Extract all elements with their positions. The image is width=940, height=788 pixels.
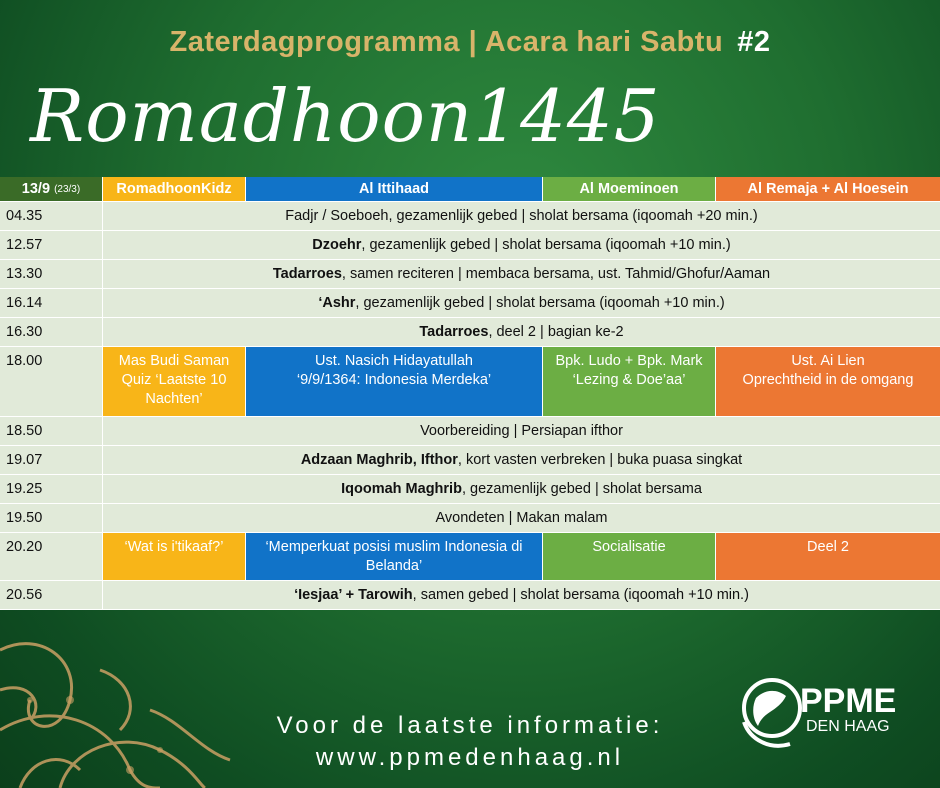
- session-cell: Ust. Nasich Hidayatullah ‘9/9/1364: Indonesia Merdeka’: [246, 347, 543, 417]
- session-cell: Socialisatie: [543, 533, 716, 581]
- activity-name: ‘Iesjaa’ + Tarowih: [294, 587, 413, 603]
- activity-description: , kort vasten verbreken | buka puasa singkat: [457, 452, 743, 468]
- activity-description: Avondeten | Makan malam: [435, 510, 608, 526]
- activity-description: , samen reciteren | membaca bersama, ust. Tahmid/Ghofur/Aaman: [341, 266, 771, 282]
- globe-icon: [736, 668, 806, 758]
- page-title: Romadhoon1445: [30, 74, 661, 158]
- session-cell: Mas Budi Saman Quiz ‘Laatste 10 Nachten’: [103, 347, 246, 417]
- activity-cell: [103, 231, 940, 260]
- activity-name: Tadarroes: [419, 324, 489, 340]
- time-cell: 12.57: [0, 231, 103, 260]
- table-row: [0, 446, 940, 475]
- activity-name: ‘Ashr: [318, 295, 356, 311]
- session-cell: ‘Wat is i'tikaaf?’: [103, 533, 246, 581]
- activity-cell: [103, 260, 940, 289]
- activity-cell: [103, 289, 940, 318]
- column-header-al-remaja: Al Remaja + Al Hoesein: [716, 177, 940, 202]
- activity-cell: [103, 318, 940, 347]
- time-cell: 16.14: [0, 289, 103, 318]
- column-header-al-ittihaad: Al Ittihaad: [246, 177, 543, 202]
- page-subtitle: [0, 26, 940, 59]
- activity-cell: [103, 202, 940, 231]
- date-sub-label: (23/3): [54, 184, 81, 195]
- time-cell: 18.00: [0, 347, 103, 417]
- activity-description: , gezamenlijk gebed | sholat bersama (iqoomah +10 min.): [361, 237, 731, 253]
- time-cell: 13.30: [0, 260, 103, 289]
- activity-cell: [103, 417, 940, 446]
- session-cell: Bpk. Ludo + Bpk. Mark ‘Lezing & Doe’aa’: [543, 347, 716, 417]
- table-row: [0, 533, 940, 581]
- table-row: [0, 504, 940, 533]
- date-label: 13/9: [21, 181, 51, 197]
- activity-description: , deel 2 | bagian ke-2: [488, 324, 624, 340]
- edition-number: #2: [737, 26, 771, 58]
- logo-subname: DEN HAAG: [806, 718, 890, 735]
- activity-name: Tadarroes: [272, 266, 342, 282]
- table-row: [0, 260, 940, 289]
- time-cell: 19.50: [0, 504, 103, 533]
- time-cell: 20.20: [0, 533, 103, 581]
- session-cell: ‘Memperkuat posisi muslim Indonesia di Belanda’: [246, 533, 543, 581]
- gold-ornament-decoration: [0, 610, 260, 788]
- time-cell: 18.50: [0, 417, 103, 446]
- activity-name: Adzaan Maghrib, Ifthor: [300, 452, 458, 468]
- activity-name: Dzoehr: [312, 237, 362, 253]
- activity-description: , gezamenlijk gebed | sholat bersama: [461, 481, 702, 497]
- table-row: [0, 318, 940, 347]
- activity-cell: [103, 581, 940, 610]
- activity-cell: [103, 504, 940, 533]
- table-row: [0, 347, 940, 417]
- date-header: [0, 177, 103, 202]
- activity-description: , samen gebed | sholat bersama (iqoomah +10 min.): [412, 587, 749, 603]
- footer-info-text: Voor de laatste informatie:: [276, 712, 664, 739]
- time-cell: 19.07: [0, 446, 103, 475]
- column-header-al-moeminoen: Al Moeminoen: [543, 177, 716, 202]
- session-cell: Ust. Ai Lien Oprechtheid in de omgang: [716, 347, 940, 417]
- activity-description: Fadjr / Soeboeh, gezamenlijk gebed | sholat bersama (iqoomah +20 min.): [285, 208, 758, 224]
- activity-description: Voorbereiding | Persiapan ifthor: [420, 423, 623, 439]
- activity-cell: [103, 446, 940, 475]
- time-cell: 04.35: [0, 202, 103, 231]
- activity-name: Iqoomah Maghrib: [341, 481, 462, 497]
- session-cell: Deel 2: [716, 533, 940, 581]
- table-header-row: [0, 177, 940, 202]
- table-row: [0, 475, 940, 504]
- table-row: [0, 202, 940, 231]
- table-row: [0, 289, 940, 318]
- time-cell: 16.30: [0, 318, 103, 347]
- table-row: [0, 417, 940, 446]
- time-cell: 19.25: [0, 475, 103, 504]
- footer-website-link[interactable]: www.ppmedenhaag.nl: [315, 744, 625, 771]
- subtitle-text: Zaterdagprogramma | Acara hari Sabtu: [169, 26, 724, 58]
- table-row: [0, 231, 940, 260]
- column-header-romadhoonkidz: RomadhoonKidz: [103, 177, 246, 202]
- table-row: [0, 581, 940, 610]
- time-cell: 20.56: [0, 581, 103, 610]
- logo-name: PPME: [800, 682, 897, 720]
- activity-description: , gezamenlijk gebed | sholat bersama (iqoomah +10 min.): [355, 295, 725, 311]
- activity-cell: [103, 475, 940, 504]
